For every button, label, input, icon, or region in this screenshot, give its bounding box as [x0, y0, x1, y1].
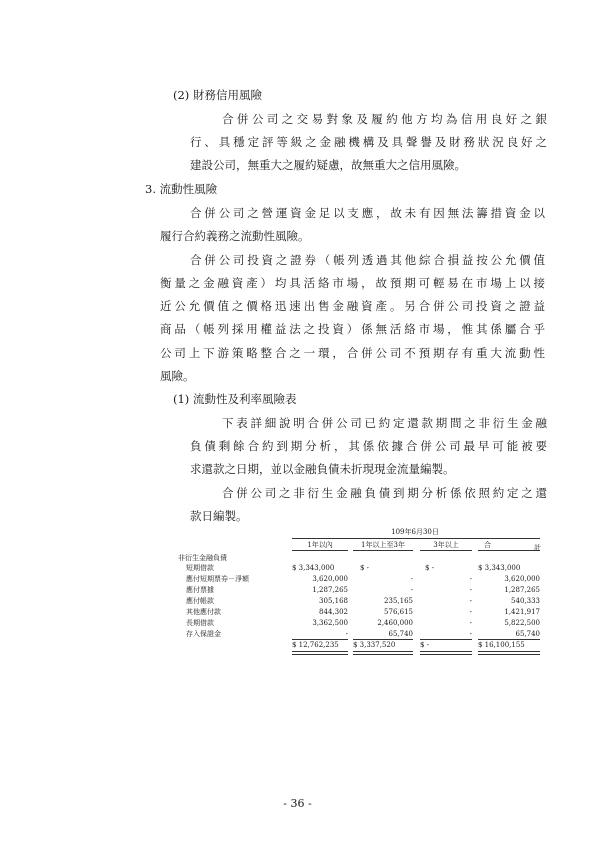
row-c4-3: 540,333 [511, 597, 540, 605]
row-c2-6: 65,740 [388, 630, 413, 638]
section2-para-line-1: 合併公司之交易對象及履約他方均為信用良好之銀 [222, 112, 547, 126]
section-label: 非衍生金融負債 [178, 554, 227, 562]
row-label-1: 應付短期票券－淨額 [186, 575, 249, 583]
section2-title: (2) 財務信用風險 [173, 88, 262, 102]
col-header-total-2: 計 [534, 544, 541, 552]
col-rule-1 [292, 550, 348, 551]
row-c3-4: - [469, 608, 472, 616]
col-rule-2 [353, 550, 413, 551]
row-c2-4: 576,615 [384, 608, 413, 616]
row-label-5: 長期借款 [186, 619, 214, 627]
col-header-over-3y: 3年以上 [433, 541, 459, 549]
row-c3-3: - [469, 597, 472, 605]
col-rule-4 [478, 550, 540, 551]
table-date-header: 109年6月30日 [391, 528, 439, 536]
sub1-para2-line-2: 款日編製。 [190, 509, 248, 523]
total-c3: $ - [420, 641, 430, 649]
row-c1-1: 3,620,000 [312, 575, 348, 583]
row-c2-2: - [410, 586, 413, 594]
double-rule-4 [478, 651, 540, 655]
section3-para2-line-1: 合併公司投資之證券（帳列透過其他綜合損益按公允價值 [190, 253, 545, 267]
section3-title: 3. 流動性風險 [145, 182, 218, 196]
row-c2-5: 2,460,000 [377, 619, 413, 627]
row-c3-0: $ - [425, 564, 435, 572]
row-c4-1: 3,620,000 [504, 575, 540, 583]
row-c2-1: - [410, 575, 413, 583]
row-c4-4: 1,421,917 [504, 608, 540, 616]
sub1-para1-line-1: 下表詳細說明合併公司已約定還款期間之非衍生金融 [222, 416, 547, 430]
row-c3-1: - [469, 575, 472, 583]
section3-para2-line-5: 公司上下游策略整合之一環，合併公司不預期存有重大流動性 [160, 346, 545, 360]
row-c1-0: $ 3,343,000 [292, 564, 335, 572]
section3-para2-line-3: 近公允價值之價格迅速出售金融資產。另合併公司投資之證益 [160, 299, 545, 313]
row-c4-0: $ 3,343,000 [478, 564, 521, 572]
row-label-2: 應付票據 [186, 586, 214, 594]
col-header-total-1: 合 [484, 541, 491, 549]
total-rule-1 [292, 639, 348, 640]
row-c1-3: 305,168 [319, 597, 348, 605]
sub1-para2-line-1: 合併公司之非衍生金融負債到期分析係依照約定之還 [222, 486, 547, 500]
header-rule-top [292, 538, 540, 539]
row-label-6: 存入保證金 [186, 630, 221, 638]
row-c1-6: - [345, 630, 348, 638]
total-rule-2 [353, 639, 413, 640]
total-rule-4 [478, 639, 540, 640]
sub1-para1-line-3: 求還款之日期，並以金融負債未折現現金流量編製。 [190, 462, 455, 476]
section2-para-line-2: 行、具穩定評等級之金融機構及具聲譽及財務狀況良好之 [190, 135, 547, 149]
section3-para1-line-2: 履行合約義務之流動性風險。 [160, 229, 310, 243]
double-rule-2 [353, 651, 413, 655]
double-rule-1 [292, 651, 348, 655]
section3-para2-line-2: 衡量之金融資產）均具活絡市場，故預期可輕易在市場上以接 [160, 276, 545, 290]
row-c1-5: 3,362,500 [312, 619, 348, 627]
row-c3-6: - [469, 630, 472, 638]
row-c4-6: 65,740 [515, 630, 540, 638]
section3-para2-line-4: 商品（帳列採用權益法之投資）係無活絡市場，惟其係屬合乎 [160, 322, 545, 336]
row-label-4: 其他應付款 [186, 608, 221, 616]
row-c1-2: 1,287,265 [312, 586, 348, 594]
page-number: - 36 - [283, 797, 312, 810]
sub1-title: (1) 流動性及利率風險表 [173, 392, 297, 406]
col-rule-3 [420, 550, 472, 551]
double-rule-3 [420, 651, 472, 655]
row-c4-2: 1,287,265 [504, 586, 540, 594]
sub1-para1-line-2: 負債剩餘合約到期分析，其係依據合併公司最早可能被要 [190, 439, 547, 453]
row-c1-4: 844,302 [319, 608, 348, 616]
section3-para1-line-1: 合併公司之營運資金足以支應，故未有因無法籌措資金以 [190, 206, 545, 220]
row-c2-0: $ - [360, 564, 370, 572]
total-rule-3 [420, 639, 472, 640]
section2-para-line-3: 建設公司，無重大之履約疑慮，故無重大之信用風險。 [190, 158, 466, 172]
col-header-within-1y: 1年以內 [307, 541, 333, 549]
row-c3-2: - [469, 586, 472, 594]
total-c4: $ 16,100,155 [478, 641, 525, 649]
total-c2: $ 3,337,520 [353, 641, 396, 649]
row-c3-5: - [469, 619, 472, 627]
row-c2-3: 235,165 [384, 597, 413, 605]
row-c4-5: 5,822,500 [504, 619, 540, 627]
row-label-0: 短期借款 [186, 564, 214, 572]
section3-para2-line-6: 風險。 [160, 369, 195, 383]
row-label-3: 應付帳款 [186, 597, 214, 605]
total-c1: $ 12,762,235 [292, 641, 339, 649]
col-header-1y-3y: 1年以上至3年 [361, 541, 405, 549]
